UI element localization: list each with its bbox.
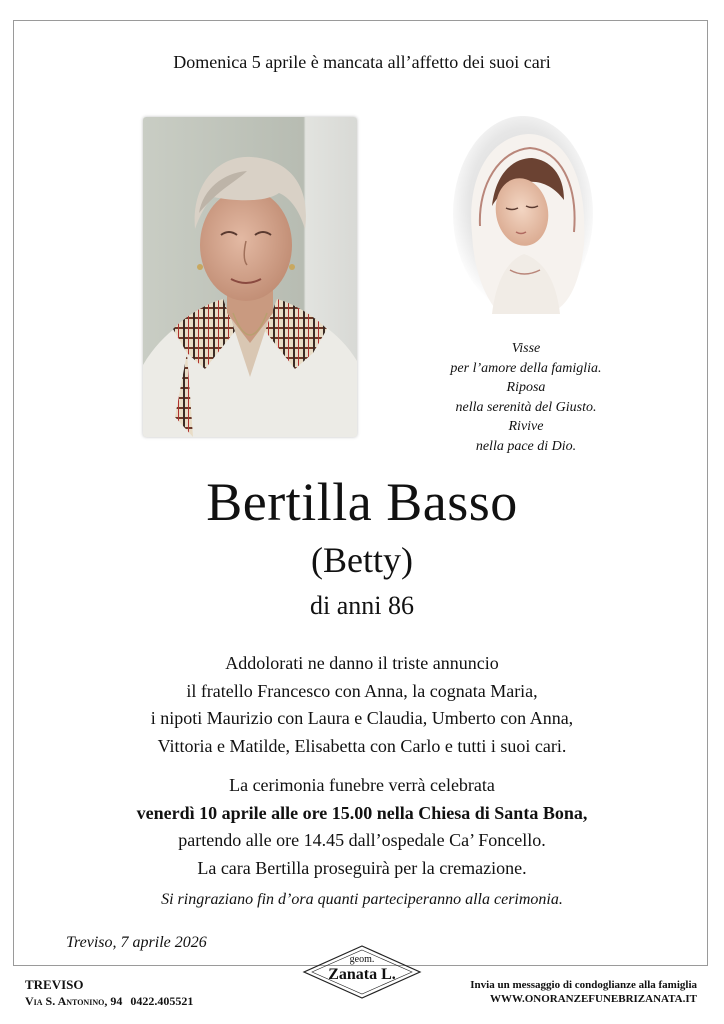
announcement-line: Addolorati ne danno il triste annuncio: [225, 653, 499, 673]
deceased-name: Bertilla Basso: [206, 472, 518, 532]
verse-text: [420, 339, 632, 456]
funeral-home-logo: [302, 944, 422, 1000]
funeral-home-contact: [25, 976, 193, 1010]
ceremony-departure: partendo alle ore 14.45 dall’ospedale Ca’ Foncello.: [178, 830, 546, 850]
verse-line: Visse: [511, 341, 541, 356]
condolence-info: [470, 978, 697, 1006]
ceremony-intro: La cerimonia funebre verrà celebrata: [229, 775, 495, 795]
verse-line: Riposa: [506, 380, 546, 395]
announcement-block: [0, 650, 724, 760]
verse-line: per l’amore della famiglia.: [450, 360, 602, 376]
website-link[interactable]: WWW.ONORANZEFUNEBRIZANATA.IT: [490, 993, 697, 1005]
funeral-home-phone: 0422.405521: [130, 994, 194, 1008]
condolence-message: Invia un messaggio di condoglianze alla famiglia: [470, 979, 697, 991]
deceased-photo: [143, 117, 357, 437]
logo-prefix: geom.: [349, 954, 375, 965]
announcement-line: i nipoti Maurizio con Laura e Claudia, Umberto con Anna,: [150, 708, 574, 728]
ceremony-block: [0, 772, 724, 882]
deceased-age: di anni 86: [310, 591, 414, 620]
logo-name: Zanata L.: [328, 966, 396, 983]
verse-line: nella serenità del Giusto.: [455, 399, 597, 415]
thanks-line: Si ringraziano fin d’ora quanti parteciperanno alla cerimonia.: [161, 891, 563, 908]
ceremony-details: venerdì 10 aprile alle ore 15.00 nella Chiesa di Santa Bona,: [136, 802, 588, 823]
funeral-home-address: Via S. Antonino, 94: [25, 994, 123, 1008]
funeral-home-city: TREVISO: [25, 977, 84, 992]
deceased-nickname: (Betty): [311, 540, 413, 580]
intro-line: Domenica 5 aprile è mancata all’affetto dei suoi cari: [173, 52, 551, 72]
verse-line: Rivive: [508, 419, 544, 434]
madonna-image: [452, 114, 594, 314]
ceremony-cremation: La cara Bertilla proseguirà per la cremazione.: [197, 857, 527, 878]
announcement-line: Vittoria e Matilde, Elisabetta con Carlo e tutti i suoi cari.: [157, 735, 567, 756]
verse-line: nella pace di Dio.: [475, 438, 577, 454]
place-date: Treviso, 7 aprile 2026: [66, 934, 207, 951]
announcement-line: il fratello Francesco con Anna, la cognata Maria,: [186, 680, 538, 701]
